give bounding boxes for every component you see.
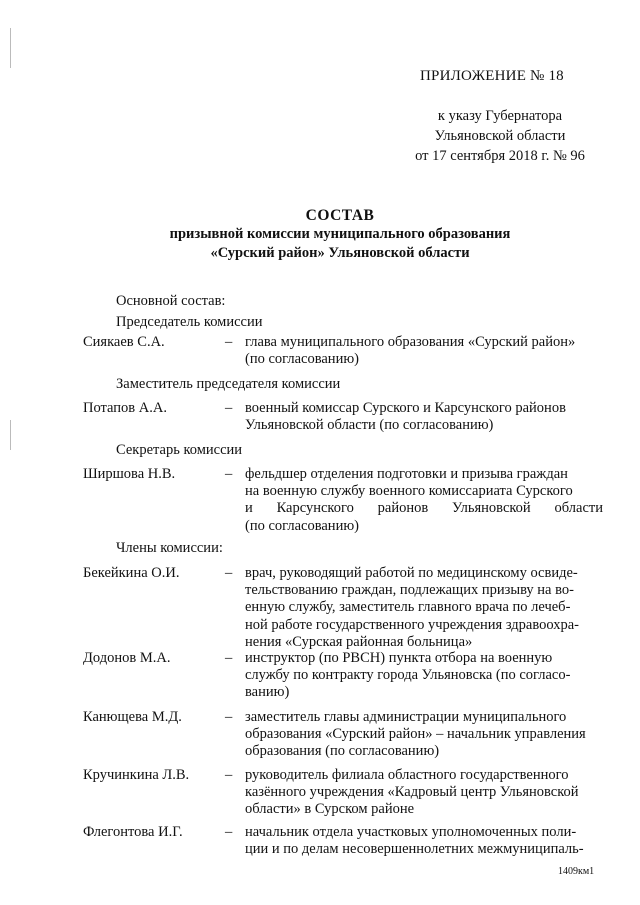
- member-dash: –: [225, 650, 233, 666]
- section-members: Члены комиссии:: [116, 540, 223, 556]
- member-name: Ширшова Н.В.: [83, 466, 176, 482]
- decree-line-1: к указу Губернатора: [437, 108, 563, 124]
- section-main-composition: Основной состав:: [116, 293, 226, 309]
- member-name: Потапов А.А.: [83, 400, 167, 416]
- position-line: военный комиссар Сурского и Карсунского районов: [245, 400, 566, 416]
- position-line: Ульяновской области (по согласованию): [245, 417, 494, 434]
- section-deputy-chair: Заместитель председателя комиссии: [116, 376, 341, 392]
- position-line: инструктор (по РВСН) пункта отбора на военную: [245, 650, 553, 666]
- document-heading: [120, 206, 560, 263]
- member-name: Канющева М.Д.: [83, 709, 182, 725]
- position-line: тельствованию граждан, подлежащих призыву на во-: [245, 582, 574, 599]
- member-position: [245, 709, 603, 761]
- decree-line-2: Ульяновской области: [434, 128, 566, 144]
- member-dash: –: [225, 709, 233, 725]
- member-position: [245, 767, 603, 819]
- position-line: фельдшер отделения подготовки и призыва граждан: [245, 466, 568, 482]
- member-name: Сиякаев С.А.: [83, 334, 165, 350]
- scan-edge-mark-top: [10, 28, 11, 68]
- position-line: руководитель филиала областного государственного: [245, 767, 569, 783]
- position-line: на военную службу военного комиссариата Сурского: [245, 483, 573, 500]
- position-line: образования «Сурский район» – начальник управления: [245, 726, 586, 743]
- decree-reference: [400, 106, 600, 166]
- heading-line-2: призывной комиссии муниципального образования: [169, 226, 511, 242]
- decree-line-3: от 17 сентября 2018 г. № 96: [415, 148, 585, 164]
- member-dash: –: [225, 466, 233, 482]
- position-line: области» в Сурском районе: [245, 801, 415, 818]
- member-name: Флегонтова И.Г.: [83, 824, 183, 840]
- member-dash: –: [225, 400, 233, 416]
- member-name: Додонов М.А.: [83, 650, 171, 666]
- member-position: [245, 650, 603, 702]
- position-line: казённого учреждения «Кадровый центр Ульяновской: [245, 784, 579, 801]
- member-dash: –: [225, 767, 233, 783]
- position-line: нения «Сурская районная больница»: [245, 633, 473, 650]
- member-position: [245, 824, 603, 858]
- heading-title: СОСТАВ: [305, 207, 375, 224]
- member-dash: –: [225, 565, 233, 581]
- position-line: образования (по согласованию): [245, 743, 440, 760]
- member-dash: –: [225, 824, 233, 840]
- member-name: Бекейкина О.И.: [83, 565, 180, 581]
- heading-line-3: «Сурский район» Ульяновской области: [210, 245, 470, 261]
- position-line: ции и по делам несовершеннолетних межмуниципаль-: [245, 841, 584, 858]
- scan-edge-mark-middle: [10, 420, 11, 450]
- position-line: глава муниципального образования «Сурский район»: [245, 334, 576, 350]
- position-line: врач, руководящий работой по медицинскому освиде-: [245, 565, 578, 581]
- member-position: [245, 400, 603, 434]
- document-code: 1409км1: [558, 866, 595, 877]
- section-secretary: Секретарь комиссии: [116, 442, 243, 458]
- position-line: (по согласованию): [245, 351, 359, 368]
- position-line: заместитель главы администрации муниципального: [245, 709, 567, 725]
- position-line: енную службу, заместитель главного врача по лечеб-: [245, 599, 571, 616]
- position-line: (по согласованию): [245, 517, 359, 534]
- position-line: начальник отдела участковых уполномоченных поли-: [245, 824, 577, 840]
- section-chair: Председатель комиссии: [116, 314, 263, 330]
- position-line: и Карсунского районов Ульяновской области: [245, 500, 603, 517]
- member-position: [245, 466, 603, 535]
- appendix-number: ПРИЛОЖЕНИЕ № 18: [420, 68, 564, 84]
- member-position: [245, 565, 603, 651]
- member-name: Кручинкина Л.В.: [83, 767, 190, 783]
- position-line: службу по контракту города Ульяновска (по согласо-: [245, 667, 571, 684]
- position-line: ванию): [245, 684, 290, 701]
- position-line: ной работе государственного учреждения здравоохра-: [245, 616, 580, 633]
- member-dash: –: [225, 334, 233, 350]
- member-position: [245, 334, 603, 368]
